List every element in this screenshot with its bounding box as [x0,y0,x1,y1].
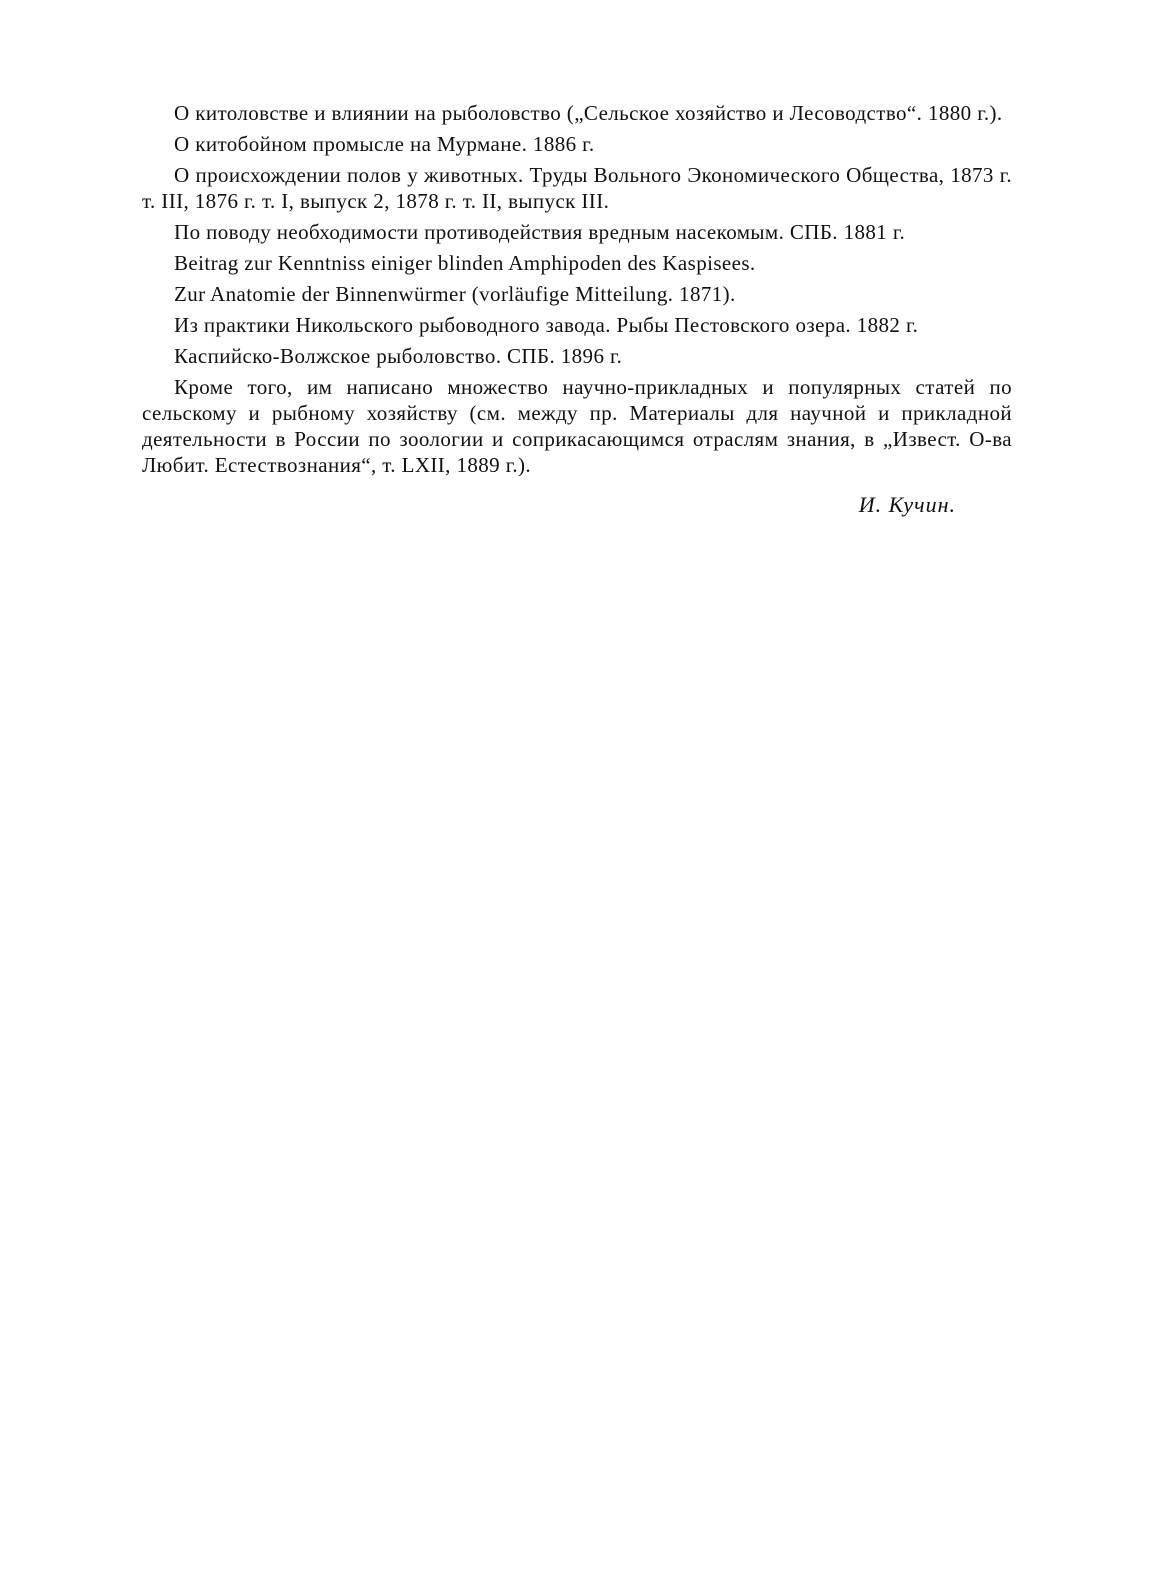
closing-paragraph: Кроме того, им написано множество научно-прикладных и популярных статей по сельскому и рыбному хозяйству (см. между пр. Материалы для научной и прикладной деятельности в России по зоологии и соприкасающимся отраслям знания, в „Извест. О-ва Любит. Естествознания“, т. LXII, 1889 г.). [142,375,1012,477]
bibliography-entry-6: Zur Anatomie der Binnenwürmer (vorläufige Mitteilung. 1871). [174,282,736,306]
bibliography-entry-2: О китобойном промысле на Мурмане. 1886 г. [174,132,595,156]
author-signature: И. Кучин. [858,492,956,517]
bibliography-entry-4: По поводу необходимости противодействия вредным насекомым. СПБ. 1881 г. [174,220,906,244]
bibliography-entry-3: О происхождении полов у животных. Труды Вольного Экономического Общества, 1873 г. т. III, 1876 г. т. I, выпуск 2, 1878 г. т. II, выпуск III. [142,163,1012,213]
bibliography-entry-8: Каспийско-Волжское рыболовство. СПБ. 1896 г. [174,344,623,368]
bibliography-entry-1: О китоловстве и влиянии на рыболовство („Сельское хозяйство и Лесоводство“. 1880 г.). [174,101,1003,125]
document-page [142,100,1012,518]
bibliography-entry-7: Из практики Никольского рыбоводного завода. Рыбы Пестовского озера. 1882 г. [174,313,919,337]
bibliography-entry-5: Beitrag zur Kenntniss einiger blinden Amphipoden des Kaspisees. [174,251,756,275]
